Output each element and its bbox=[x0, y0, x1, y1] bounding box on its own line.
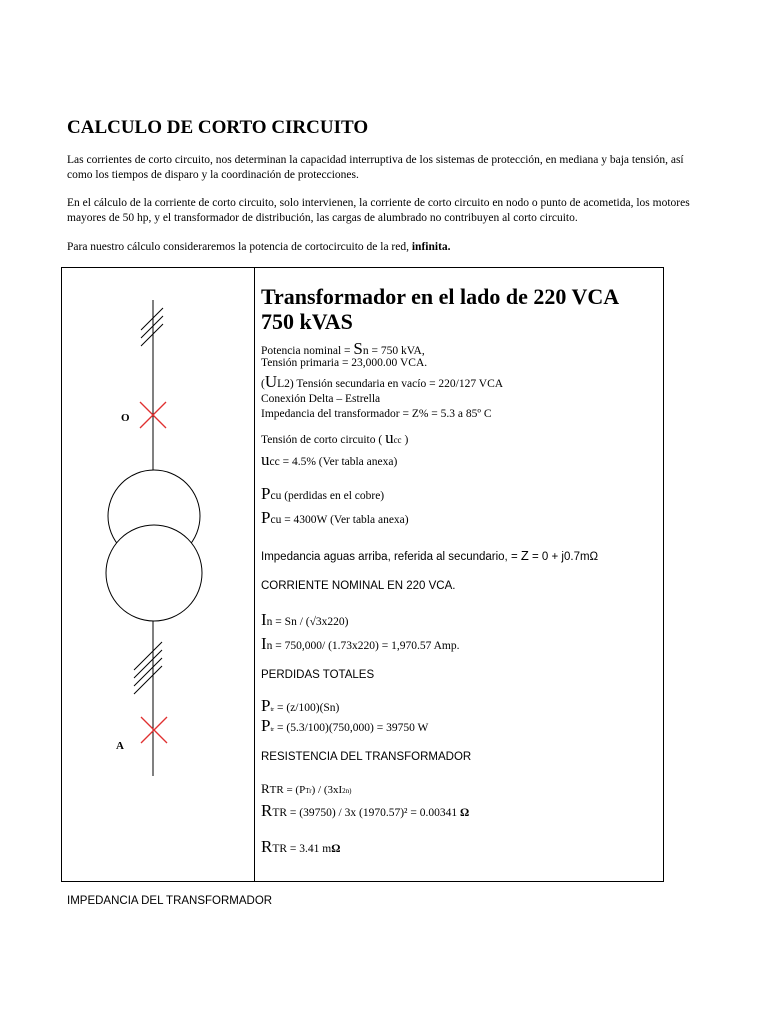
connection-line: Conexión Delta – Estrella bbox=[261, 393, 381, 405]
spec-heading-primary: Transformador en el lado de 220 VCA bbox=[261, 284, 620, 309]
spec-heading-rating: 750 kVAS bbox=[261, 309, 353, 334]
page-title: CALCULO DE CORTO CIRCUITO bbox=[67, 117, 369, 138]
rtr-result-unit: Ω bbox=[331, 843, 341, 855]
pt-subscript: tr bbox=[270, 707, 275, 713]
in-formula: n = S bbox=[266, 616, 292, 628]
copper-losses-line bbox=[261, 484, 661, 504]
rtr-result-symbol: R bbox=[261, 837, 273, 856]
pt-value: = (5.3/100)(750,000) = 39750 W bbox=[274, 722, 429, 734]
ucc-value-line bbox=[261, 450, 661, 470]
secondary-voltage-symbol: U bbox=[264, 372, 278, 391]
rtr-calc: TR = (39750) / 3x (1970.57)² = 0.00341 bbox=[272, 807, 460, 819]
ucc-symbol: u bbox=[385, 428, 394, 447]
secondary-voltage-paren: ( bbox=[261, 378, 265, 390]
upstream-impedance-line bbox=[261, 548, 661, 563]
ucc-label: Tensión de corto circuito ( bbox=[261, 434, 386, 446]
ucc-value: cc = 4.5% (Ver tabla anexa) bbox=[269, 456, 398, 468]
pt-value-symbol: P bbox=[261, 716, 271, 735]
pt-symbol: P bbox=[261, 696, 271, 715]
next-section-heading: IMPEDANCIA DEL TRANSFORMADOR bbox=[67, 895, 273, 907]
short-circuit-voltage-line bbox=[261, 428, 661, 448]
in-value-symbol: I bbox=[261, 634, 267, 653]
z-value: = 0 + j0.7mΩ bbox=[528, 551, 599, 563]
single-line-diagram bbox=[62, 268, 254, 881]
fault-point-a-marker bbox=[141, 717, 167, 743]
rtr-formula-subscript: Tr bbox=[305, 787, 312, 795]
pcu-value-symbol: P bbox=[261, 508, 271, 527]
resistance-result bbox=[261, 837, 661, 857]
rtr-result: TR = 3.41 m bbox=[272, 843, 332, 855]
cable-hatch-bottom bbox=[134, 642, 162, 694]
ucc-value-symbol: u bbox=[261, 450, 270, 469]
secondary-voltage-value: L2) Tensión secundaria en vacío = 220/127 VCA bbox=[277, 378, 504, 390]
network-assumption-text: Para nuestro cálculo consideraremos la potencia de cortocircuito de la red, bbox=[67, 241, 412, 253]
cable-hatch-top bbox=[141, 308, 163, 346]
nominal-current-formula bbox=[261, 610, 661, 630]
transformer-resistance-heading: RESISTENCIA DEL TRANSFORMADOR bbox=[261, 751, 472, 763]
rated-power-value: n = 750 kVA, bbox=[362, 345, 425, 357]
pcu-value: cu = 4300W (Ver tabla anexa) bbox=[270, 514, 409, 526]
primary-voltage-line: Tensión primaria = 23,000.00 VCA. bbox=[261, 357, 428, 369]
rated-power-label: Potencia nominal = bbox=[261, 345, 354, 357]
network-assumption-bold: infinita. bbox=[411, 241, 451, 253]
node-label-a: A bbox=[116, 740, 124, 752]
network-assumption-paragraph bbox=[67, 240, 707, 255]
nominal-current-heading: CORRIENTE NOMINAL EN 220 VCA. bbox=[261, 580, 456, 592]
rated-power-symbol: S bbox=[353, 339, 363, 358]
intro-paragraph: Las corrientes de corto circuito, nos determinan la capacidad interruptiva de los sistemas de protección, en mediana y baja tensión, así como los tiempos de disparo y la coordinación de protecciones. bbox=[67, 154, 684, 181]
table-divider bbox=[254, 267, 255, 882]
transformer-secondary-winding bbox=[106, 525, 202, 621]
calculation-scope-paragraph: En el cálculo de la corriente de corto circuito, solo intervienen, la corriente de corto circuito en nodo o punto de acometida, los motores mayores de 50 hp, y el transformador de distribución, las cargas de alumbrado no contribuyen al corto circuito. bbox=[67, 197, 690, 224]
node-label-o: O bbox=[121, 412, 130, 424]
rtr-formula-tail: 2n) bbox=[342, 787, 352, 795]
upstream-impedance-label: Impedancia aguas arriba, referida al secundario, = bbox=[261, 551, 521, 563]
secondary-voltage-line bbox=[261, 372, 661, 392]
pcu-symbol: P bbox=[261, 484, 271, 503]
pt-value-subscript: tr bbox=[270, 727, 275, 733]
resistance-formula bbox=[261, 781, 661, 797]
transformer-impedance-line: Impedancia del transformador = Z% = 5.3 a 85º C bbox=[261, 408, 492, 420]
pt-formula: = (z/100)(Sn) bbox=[274, 702, 340, 714]
rtr-formula: TR = (P bbox=[269, 784, 306, 796]
total-losses-heading: PERDIDAS TOTALES bbox=[261, 669, 375, 681]
ucc-close: ) bbox=[401, 434, 409, 446]
pcu-description: cu (perdidas en el cobre) bbox=[270, 490, 385, 502]
z-symbol: Z bbox=[520, 548, 529, 563]
copper-losses-value-line bbox=[261, 508, 661, 528]
total-losses-formula bbox=[261, 696, 661, 716]
rtr-calc-unit: Ω bbox=[459, 807, 470, 819]
total-losses-value bbox=[261, 716, 661, 736]
in-value: n = 750,000/ (1.73x220) = 1,970.57 Amp. bbox=[266, 640, 460, 652]
resistance-calculation bbox=[261, 801, 661, 821]
nominal-current-value bbox=[261, 634, 661, 654]
rtr-calc-symbol: R bbox=[261, 801, 273, 820]
ucc-subscript: cc bbox=[393, 435, 402, 445]
rtr-formula-symbol: R bbox=[261, 781, 270, 796]
in-symbol: I bbox=[261, 610, 267, 629]
rated-power-line bbox=[261, 339, 661, 359]
rtr-formula-rest: ) / (3xI bbox=[311, 784, 343, 796]
in-formula-rest: n / (√3x220) bbox=[291, 616, 349, 628]
